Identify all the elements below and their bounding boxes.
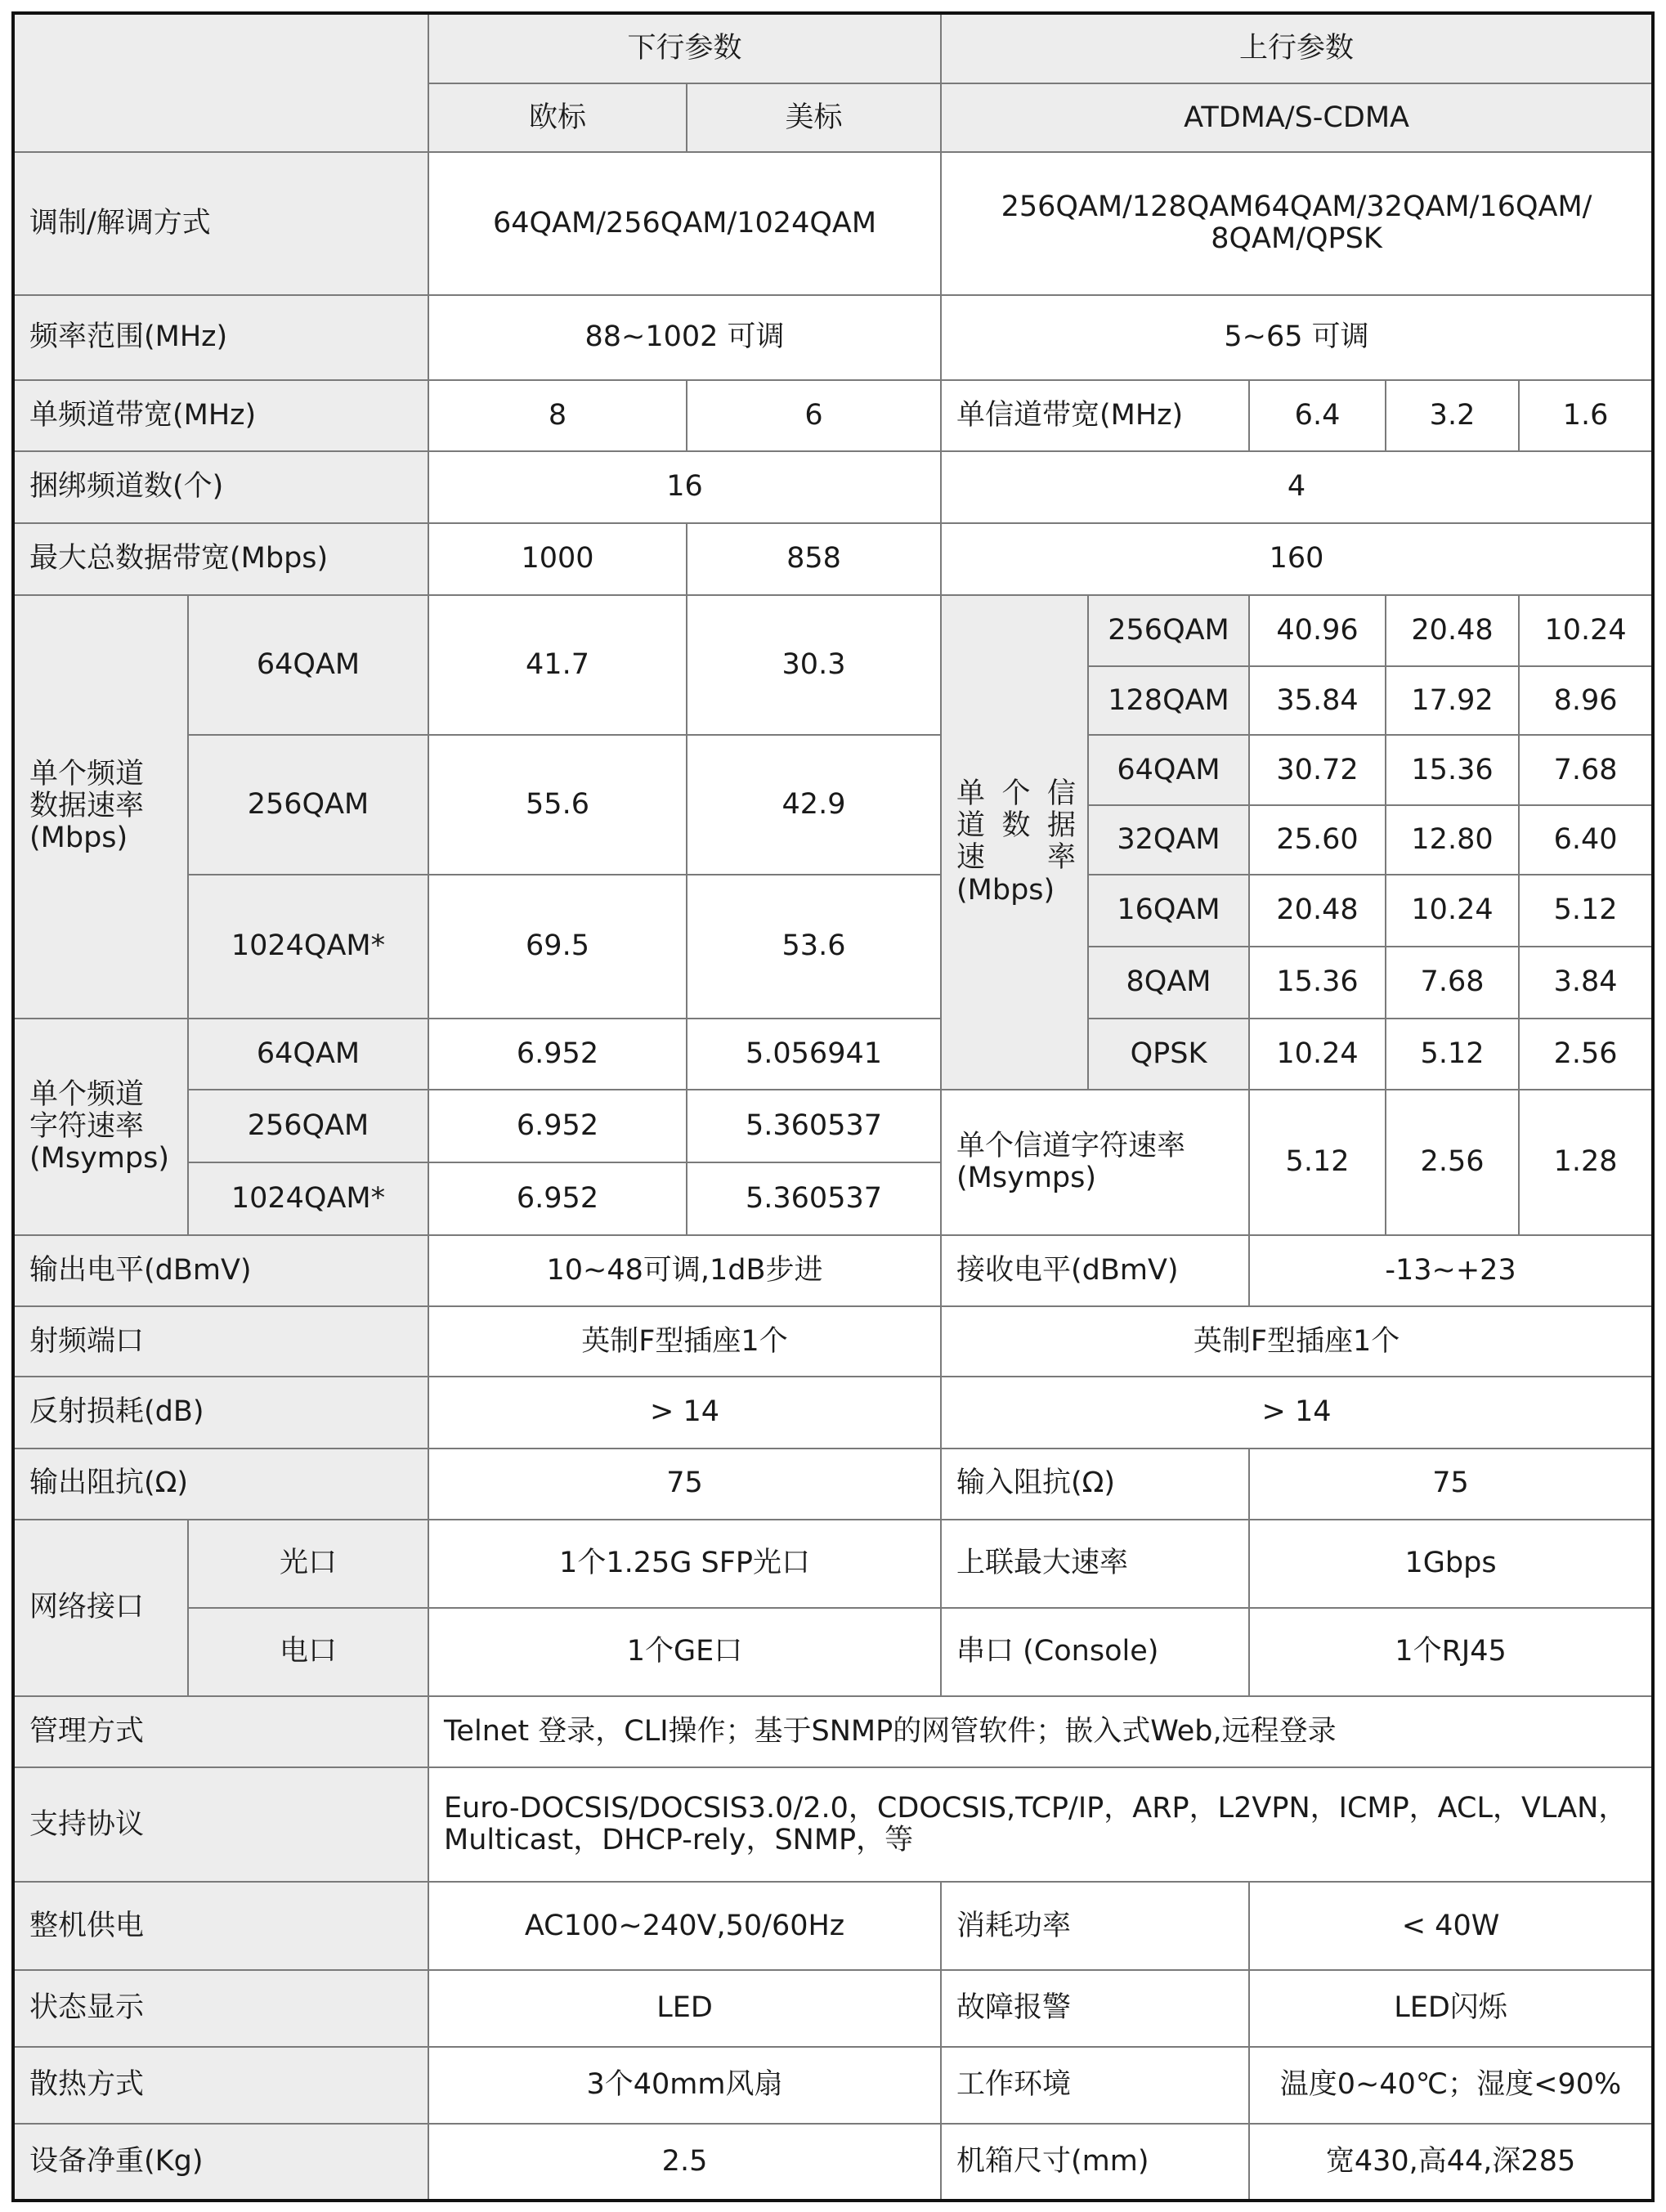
- fault-alarm-label: 故障报警: [941, 1970, 1249, 2046]
- chassis-size-value: 宽430,高44,深285: [1249, 2124, 1653, 2201]
- row-label-rf-port: 射频端口: [13, 1306, 428, 1377]
- weight-down: 2.5: [428, 2124, 941, 2201]
- freq-range-down: 88~1002 可调: [428, 295, 941, 380]
- symbol-rate-up-value: 5.12: [1249, 1090, 1386, 1235]
- up-rate-value: 30.72: [1249, 735, 1386, 805]
- symbol-rate-up-value: 1.28: [1519, 1090, 1653, 1235]
- up-rate-value: 25.60: [1249, 805, 1386, 874]
- symbol-rate-mod: 256QAM: [188, 1090, 428, 1162]
- up-rate-value: 10.24: [1249, 1019, 1386, 1090]
- console-value: 1个RJ45: [1249, 1608, 1653, 1696]
- up-rate-mod: 8QAM: [1088, 947, 1249, 1019]
- up-rate-value: 17.92: [1386, 666, 1519, 735]
- bandwidth-us: 6: [687, 380, 941, 451]
- max-bw-up: 160: [941, 523, 1653, 595]
- receive-level-value: -13~+23: [1249, 1235, 1653, 1306]
- header-atdma: ATDMA/S-CDMA: [941, 83, 1653, 152]
- return-loss-up: > 14: [941, 1377, 1653, 1448]
- row-label-freq-range: 频率范围(MHz): [13, 295, 428, 380]
- up-rate-value: 5.12: [1386, 1019, 1519, 1090]
- row-label-max-bw: 最大总数据带宽(Mbps): [13, 523, 428, 595]
- up-rate-value: 10.24: [1519, 595, 1653, 666]
- data-rate-up-label: 单 个 信 道 数 据 速 率 (Mbps): [941, 595, 1088, 1090]
- bandwidth-up-label: 单信道带宽(MHz): [941, 380, 1249, 451]
- console-label: 串口 (Console): [941, 1608, 1249, 1696]
- symbol-rate-mod: 1024QAM*: [188, 1162, 428, 1235]
- row-label-bonded: 捆绑频道数(个): [13, 451, 428, 523]
- up-rate-value: 15.36: [1249, 947, 1386, 1019]
- data-rate-us: 30.3: [687, 595, 941, 735]
- chassis-size-label: 机箱尺寸(mm): [941, 2124, 1249, 2201]
- bandwidth-up-value: 6.4: [1249, 380, 1386, 451]
- data-rate-us: 42.9: [687, 735, 941, 874]
- data-rate-mod: 256QAM: [188, 735, 428, 874]
- up-rate-value: 12.80: [1386, 805, 1519, 874]
- power-consumption-label: 消耗功率: [941, 1882, 1249, 1970]
- bandwidth-up-value: 1.6: [1519, 380, 1653, 451]
- return-loss-down: > 14: [428, 1377, 941, 1448]
- rf-port-up: 英制F型插座1个: [941, 1306, 1653, 1377]
- symbol-rate-eu: 6.952: [428, 1162, 687, 1235]
- up-rate-mod: QPSK: [1088, 1019, 1249, 1090]
- uplink-max-rate-value: 1Gbps: [1249, 1520, 1653, 1608]
- up-rate-value: 8.96: [1519, 666, 1653, 735]
- rf-port-down: 英制F型插座1个: [428, 1306, 941, 1377]
- up-rate-value: 5.12: [1519, 875, 1653, 947]
- up-rate-mod: 16QAM: [1088, 875, 1249, 947]
- output-level-down: 10~48可调,1dB步进: [428, 1235, 941, 1306]
- network-electrical-value: 1个GE口: [428, 1608, 941, 1696]
- protocols-value: Euro-DOCSIS/DOCSIS3.0/2.0，CDOCSIS,TCP/IP，ARP，L2VPN，ICMP，ACL，VLAN，Multicast，DHCP-rely，SNMP，等: [428, 1767, 1653, 1882]
- row-label-cooling: 散热方式: [13, 2047, 428, 2124]
- environment-label: 工作环境: [941, 2047, 1249, 2124]
- bandwidth-eu: 8: [428, 380, 687, 451]
- header-uplink: 上行参数: [941, 13, 1653, 83]
- modulation-down: 64QAM/256QAM/1024QAM: [428, 152, 941, 294]
- freq-range-up: 5~65 可调: [941, 295, 1653, 380]
- symbol-rate-us: 5.360537: [687, 1162, 941, 1235]
- up-rate-mod: 256QAM: [1088, 595, 1249, 666]
- row-label-network: 网络接口: [13, 1520, 188, 1696]
- row-label-impedance: 输出阻抗(Ω): [13, 1449, 428, 1520]
- modulation-up: 256QAM/128QAM64QAM/32QAM/16QAM/ 8QAM/QPSK: [941, 152, 1653, 294]
- row-label-bandwidth: 单频道带宽(MHz): [13, 380, 428, 451]
- spec-table: [11, 11, 1655, 2202]
- up-rate-value: 7.68: [1519, 735, 1653, 805]
- status-down: LED: [428, 1970, 941, 2046]
- power-consumption-value: < 40W: [1249, 1882, 1653, 1970]
- uplink-max-rate-label: 上联最大速率: [941, 1520, 1249, 1608]
- data-rate-mod: 1024QAM*: [188, 875, 428, 1019]
- max-bw-eu: 1000: [428, 523, 687, 595]
- symbol-rate-eu: 6.952: [428, 1090, 687, 1162]
- up-rate-value: 35.84: [1249, 666, 1386, 735]
- input-impedance-value: 75: [1249, 1449, 1653, 1520]
- bonded-up: 4: [941, 451, 1653, 523]
- data-rate-us: 53.6: [687, 875, 941, 1019]
- up-rate-value: 7.68: [1386, 947, 1519, 1019]
- row-label-data-rate: 单个频道 数据速率 (Mbps): [13, 595, 188, 1019]
- up-rate-mod: 64QAM: [1088, 735, 1249, 805]
- input-impedance-label: 输入阻抗(Ω): [941, 1449, 1249, 1520]
- up-rate-value: 15.36: [1386, 735, 1519, 805]
- symbol-rate-us: 5.056941: [687, 1019, 941, 1090]
- data-rate-eu: 55.6: [428, 735, 687, 874]
- up-rate-value: 20.48: [1249, 875, 1386, 947]
- header-downlink: 下行参数: [428, 13, 941, 83]
- up-rate-mod: 32QAM: [1088, 805, 1249, 874]
- symbol-rate-up-label: 单个信道字符速率 (Msymps): [941, 1090, 1249, 1235]
- up-rate-value: 2.56: [1519, 1019, 1653, 1090]
- up-rate-value: 20.48: [1386, 595, 1519, 666]
- network-optical-value: 1个1.25G SFP光口: [428, 1520, 941, 1608]
- row-label-modulation: 调制/解调方式: [13, 152, 428, 294]
- row-label-symbol-rate: 单个频道 字符速率 (Msymps): [13, 1019, 188, 1235]
- management-value: Telnet 登录，CLI操作；基于SNMP的网管软件；嵌入式Web,远程登录: [428, 1696, 1653, 1767]
- symbol-rate-us: 5.360537: [687, 1090, 941, 1162]
- row-label-protocols: 支持协议: [13, 1767, 428, 1882]
- receive-level-label: 接收电平(dBmV): [941, 1235, 1249, 1306]
- max-bw-us: 858: [687, 523, 941, 595]
- row-label-status: 状态显示: [13, 1970, 428, 2046]
- up-rate-value: 3.84: [1519, 947, 1653, 1019]
- up-rate-value: 40.96: [1249, 595, 1386, 666]
- impedance-down: 75: [428, 1449, 941, 1520]
- up-rate-value: 6.40: [1519, 805, 1653, 874]
- network-optical-label: 光口: [188, 1520, 428, 1608]
- power-down: AC100~240V,50/60Hz: [428, 1882, 941, 1970]
- row-label-power: 整机供电: [13, 1882, 428, 1970]
- row-label-return-loss: 反射损耗(dB): [13, 1377, 428, 1448]
- fault-alarm-value: LED闪烁: [1249, 1970, 1653, 2046]
- header-corner: [13, 13, 428, 152]
- cooling-down: 3个40mm风扇: [428, 2047, 941, 2124]
- row-label-management: 管理方式: [13, 1696, 428, 1767]
- data-rate-eu: 69.5: [428, 875, 687, 1019]
- environment-value: 温度0~40℃；湿度<90%: [1249, 2047, 1653, 2124]
- bandwidth-up-value: 3.2: [1386, 380, 1519, 451]
- bonded-down: 16: [428, 451, 941, 523]
- header-eu: 欧标: [428, 83, 687, 152]
- data-rate-mod: 64QAM: [188, 595, 428, 735]
- up-rate-mod: 128QAM: [1088, 666, 1249, 735]
- symbol-rate-up-value: 2.56: [1386, 1090, 1519, 1235]
- row-label-output-level: 输出电平(dBmV): [13, 1235, 428, 1306]
- data-rate-eu: 41.7: [428, 595, 687, 735]
- symbol-rate-mod: 64QAM: [188, 1019, 428, 1090]
- network-electrical-label: 电口: [188, 1608, 428, 1696]
- header-us: 美标: [687, 83, 941, 152]
- symbol-rate-eu: 6.952: [428, 1019, 687, 1090]
- row-label-weight: 设备净重(Kg): [13, 2124, 428, 2201]
- up-rate-value: 10.24: [1386, 875, 1519, 947]
